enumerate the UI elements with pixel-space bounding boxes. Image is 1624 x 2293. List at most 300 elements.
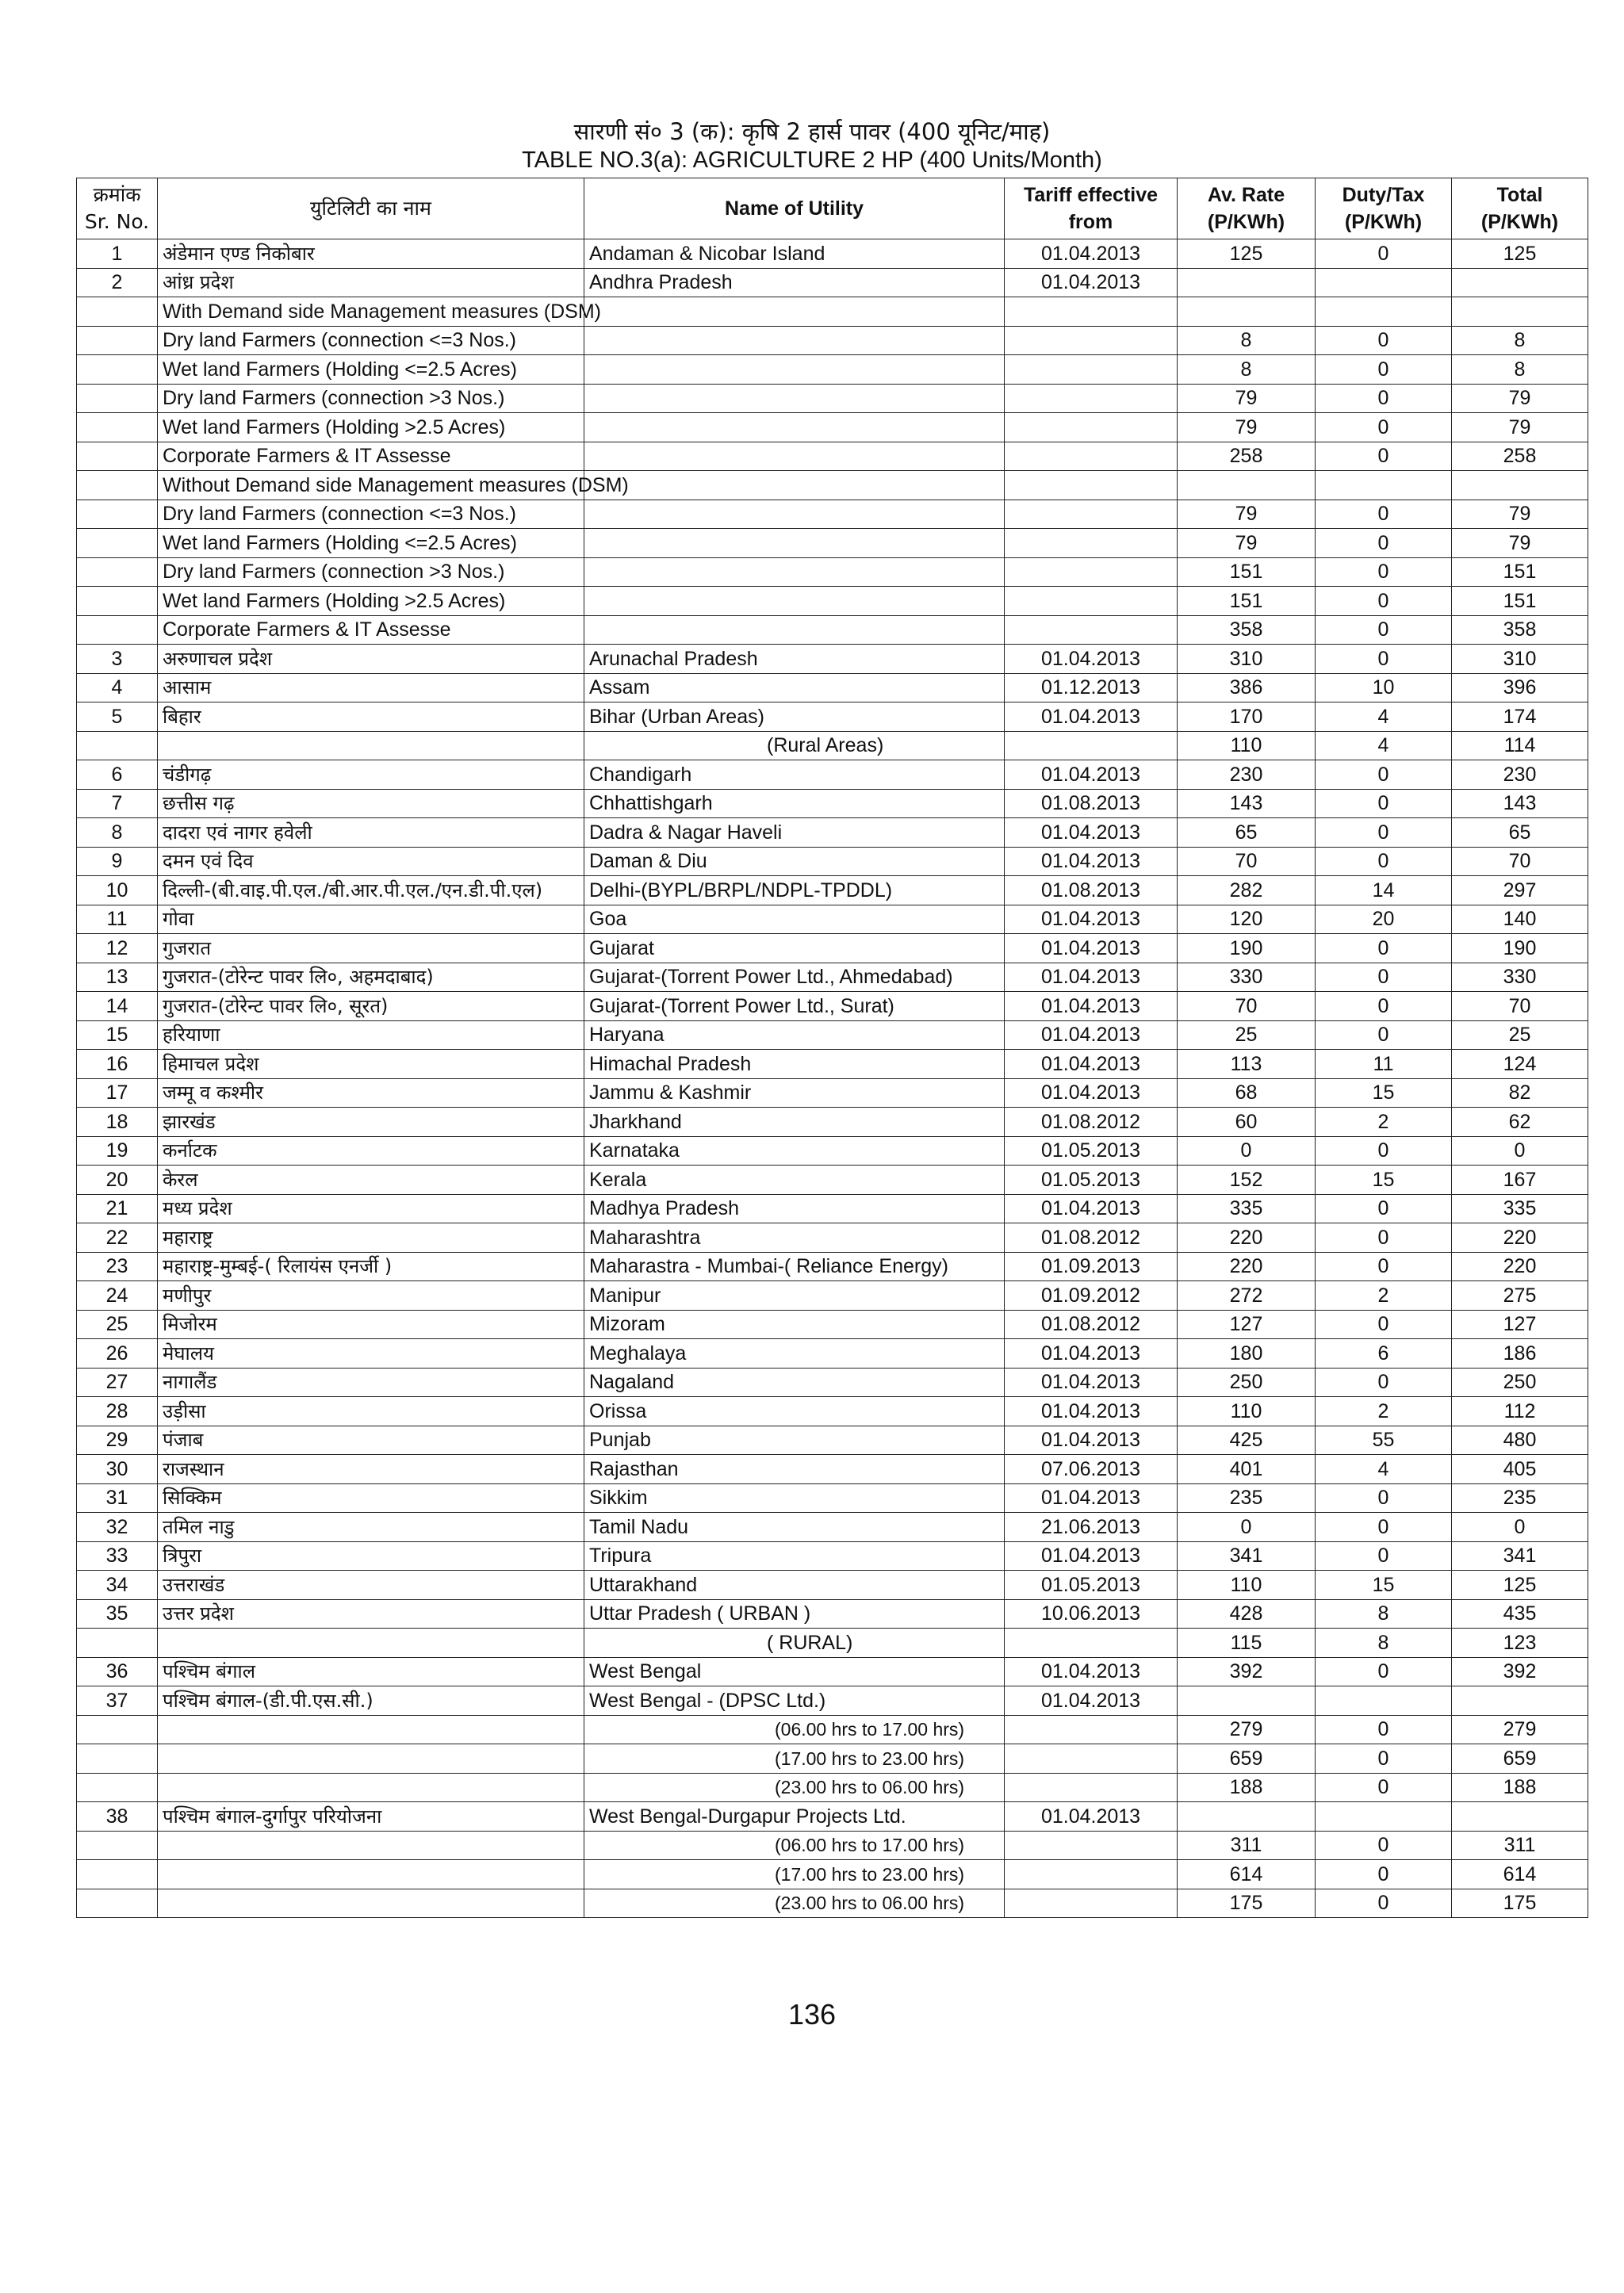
table-row — [77, 1368, 1588, 1397]
cell-utility-hindi: पश्चिम बंगाल-दुर्गापुर परियोजना — [158, 1802, 584, 1832]
cell-utility-english — [584, 500, 1005, 529]
cell-utility-hindi: गुजरात — [158, 934, 584, 963]
table-row — [77, 1310, 1588, 1339]
table-row — [77, 1629, 1588, 1658]
cell-tariff-date: 01.04.2013 — [1005, 645, 1178, 674]
cell-sr-no: 21 — [77, 1194, 158, 1223]
cell-utility-english: Assam — [584, 673, 1005, 702]
cell-utility-english: Meghalaya — [584, 1339, 1005, 1369]
cell-duty-tax: 0 — [1316, 1657, 1452, 1686]
col-header-av-rate: Av. Rate (P/KWh) — [1178, 178, 1316, 239]
cell-tariff-date — [1005, 731, 1178, 760]
cell-av-rate: 190 — [1178, 934, 1316, 963]
table-row — [77, 1657, 1588, 1686]
cell-utility-hindi: दमन एवं दिव — [158, 847, 584, 876]
cell-tariff-date: 01.05.2013 — [1005, 1571, 1178, 1600]
cell-tariff-date: 01.04.2013 — [1005, 1802, 1178, 1832]
cell-total: 614 — [1452, 1860, 1588, 1889]
cell-av-rate: 401 — [1178, 1455, 1316, 1484]
table-row — [77, 1108, 1588, 1137]
cell-tariff-date: 01.04.2013 — [1005, 905, 1178, 934]
cell-utility-hindi: With Demand side Management measures (DSM) — [158, 297, 584, 327]
table-row — [77, 1686, 1588, 1716]
table-row — [77, 963, 1588, 992]
cell-sr-no — [77, 557, 158, 587]
cell-total: 0 — [1452, 1513, 1588, 1542]
table-row — [77, 326, 1588, 355]
cell-tariff-date — [1005, 1715, 1178, 1744]
cell-utility-english: Daman & Diu — [584, 847, 1005, 876]
cell-utility-hindi — [158, 1889, 584, 1918]
cell-total: 335 — [1452, 1194, 1588, 1223]
cell-av-rate: 65 — [1178, 818, 1316, 848]
cell-duty-tax: 0 — [1316, 789, 1452, 818]
table-row — [77, 1802, 1588, 1832]
cell-sr-no — [77, 1860, 158, 1889]
cell-tariff-date — [1005, 1629, 1178, 1658]
cell-tariff-date — [1005, 384, 1178, 413]
cell-duty-tax: 8 — [1316, 1629, 1452, 1658]
cell-av-rate: 127 — [1178, 1310, 1316, 1339]
cell-duty-tax: 0 — [1316, 1136, 1452, 1166]
cell-av-rate: 279 — [1178, 1715, 1316, 1744]
cell-tariff-date: 01.04.2013 — [1005, 1339, 1178, 1369]
cell-sr-no — [77, 1629, 158, 1658]
cell-total — [1452, 1802, 1588, 1832]
cell-utility-hindi: गोवा — [158, 905, 584, 934]
cell-tariff-date: 01.04.2013 — [1005, 239, 1178, 269]
cell-av-rate: 115 — [1178, 1629, 1316, 1658]
cell-tariff-date: 01.04.2013 — [1005, 934, 1178, 963]
cell-av-rate: 614 — [1178, 1860, 1316, 1889]
cell-sr-no: 10 — [77, 876, 158, 905]
cell-utility-hindi: महाराष्ट्र-मुम्बई-( रिलायंस एनर्जी ) — [158, 1252, 584, 1281]
cell-tariff-date: 01.08.2012 — [1005, 1223, 1178, 1253]
cell-utility-english: Bihar (Urban Areas) — [584, 702, 1005, 732]
table-row — [77, 297, 1588, 327]
cell-av-rate: 110 — [1178, 731, 1316, 760]
cell-tariff-date: 01.04.2013 — [1005, 268, 1178, 297]
cell-utility-english — [584, 297, 1005, 327]
table-row — [77, 529, 1588, 558]
cell-duty-tax: 15 — [1316, 1166, 1452, 1195]
cell-tariff-date: 07.06.2013 — [1005, 1455, 1178, 1484]
cell-total: 297 — [1452, 876, 1588, 905]
cell-sr-no — [77, 355, 158, 385]
cell-total: 114 — [1452, 731, 1588, 760]
cell-duty-tax: 0 — [1316, 992, 1452, 1021]
cell-utility-english: Chhattishgarh — [584, 789, 1005, 818]
cell-tariff-date: 01.04.2013 — [1005, 1050, 1178, 1079]
cell-utility-hindi: पश्चिम बंगाल-(डी.पी.एस.सी.) — [158, 1686, 584, 1716]
cell-av-rate: 70 — [1178, 847, 1316, 876]
cell-utility-english: Gujarat-(Torrent Power Ltd., Surat) — [584, 992, 1005, 1021]
cell-sr-no: 20 — [77, 1166, 158, 1195]
cell-duty-tax: 55 — [1316, 1426, 1452, 1455]
cell-duty-tax: 11 — [1316, 1050, 1452, 1079]
cell-sr-no — [77, 1831, 158, 1860]
cell-utility-hindi: Wet land Farmers (Holding >2.5 Acres) — [158, 413, 584, 442]
cell-utility-hindi — [158, 1744, 584, 1774]
cell-tariff-date: 01.08.2013 — [1005, 789, 1178, 818]
table-row — [77, 1223, 1588, 1253]
cell-utility-hindi: उड़ीसा — [158, 1397, 584, 1426]
table-row — [77, 557, 1588, 587]
cell-av-rate: 428 — [1178, 1599, 1316, 1629]
cell-utility-hindi: सिक्किम — [158, 1483, 584, 1513]
cell-tariff-date — [1005, 587, 1178, 616]
cell-utility-hindi — [158, 1831, 584, 1860]
cell-av-rate: 659 — [1178, 1744, 1316, 1774]
table-row — [77, 1050, 1588, 1079]
cell-utility-english — [584, 326, 1005, 355]
cell-sr-no — [77, 1715, 158, 1744]
cell-tariff-date — [1005, 557, 1178, 587]
cell-duty-tax: 0 — [1316, 1483, 1452, 1513]
cell-tariff-date: 01.04.2013 — [1005, 1686, 1178, 1716]
cell-total: 0 — [1452, 1136, 1588, 1166]
cell-utility-hindi: उत्तराखंड — [158, 1571, 584, 1600]
table-row — [77, 1020, 1588, 1050]
cell-total: 79 — [1452, 500, 1588, 529]
cell-tariff-date — [1005, 1744, 1178, 1774]
cell-av-rate: 180 — [1178, 1339, 1316, 1369]
cell-duty-tax: 4 — [1316, 702, 1452, 732]
cell-duty-tax: 0 — [1316, 1020, 1452, 1050]
cell-duty-tax: 20 — [1316, 905, 1452, 934]
table-row — [77, 384, 1588, 413]
cell-tariff-date — [1005, 355, 1178, 385]
cell-sr-no: 34 — [77, 1571, 158, 1600]
cell-duty-tax: 14 — [1316, 876, 1452, 905]
cell-total: 275 — [1452, 1281, 1588, 1311]
table-row — [77, 702, 1588, 732]
cell-total: 174 — [1452, 702, 1588, 732]
cell-tariff-date — [1005, 1831, 1178, 1860]
cell-utility-hindi: कर्नाटक — [158, 1136, 584, 1166]
cell-sr-no: 30 — [77, 1455, 158, 1484]
cell-total: 79 — [1452, 384, 1588, 413]
table-row — [77, 1513, 1588, 1542]
cell-utility-hindi: Dry land Farmers (connection >3 Nos.) — [158, 384, 584, 413]
cell-utility-hindi: बिहार — [158, 702, 584, 732]
table-row — [77, 471, 1588, 500]
table-title-hindi: सारणी सं० 3 (क): कृषि 2 हार्स पावर (400 यूनिट/माह) — [573, 118, 1051, 145]
cell-utility-hindi — [158, 1773, 584, 1802]
table-row — [77, 992, 1588, 1021]
cell-duty-tax: 0 — [1316, 529, 1452, 558]
cell-tariff-date: 01.04.2013 — [1005, 1397, 1178, 1426]
cell-total: 123 — [1452, 1629, 1588, 1658]
cell-utility-english: (23.00 hrs to 06.00 hrs) — [584, 1773, 1005, 1802]
cell-utility-hindi: मध्य प्रदेश — [158, 1194, 584, 1223]
cell-utility-hindi: Wet land Farmers (Holding <=2.5 Acres) — [158, 529, 584, 558]
cell-duty-tax: 0 — [1316, 1831, 1452, 1860]
cell-sr-no — [77, 297, 158, 327]
cell-utility-hindi: झारखंड — [158, 1108, 584, 1137]
cell-utility-hindi: आसाम — [158, 673, 584, 702]
cell-tariff-date — [1005, 413, 1178, 442]
cell-utility-english: Delhi-(BYPL/BRPL/NDPL-TPDDL) — [584, 876, 1005, 905]
cell-av-rate: 151 — [1178, 587, 1316, 616]
cell-tariff-date: 01.12.2013 — [1005, 673, 1178, 702]
cell-av-rate: 310 — [1178, 645, 1316, 674]
table-row — [77, 1426, 1588, 1455]
cell-tariff-date — [1005, 1773, 1178, 1802]
cell-utility-english — [584, 413, 1005, 442]
cell-av-rate: 79 — [1178, 500, 1316, 529]
cell-sr-no: 35 — [77, 1599, 158, 1629]
cell-duty-tax: 0 — [1316, 847, 1452, 876]
cell-duty-tax: 0 — [1316, 1541, 1452, 1571]
cell-tariff-date: 01.09.2012 — [1005, 1281, 1178, 1311]
cell-duty-tax: 0 — [1316, 442, 1452, 471]
cell-duty-tax: 0 — [1316, 615, 1452, 645]
cell-duty-tax: 0 — [1316, 413, 1452, 442]
cell-tariff-date — [1005, 326, 1178, 355]
cell-total: 188 — [1452, 1773, 1588, 1802]
cell-total: 190 — [1452, 934, 1588, 963]
cell-sr-no — [77, 471, 158, 500]
cell-utility-english: Orissa — [584, 1397, 1005, 1426]
cell-utility-hindi: जम्मू व कश्मीर — [158, 1078, 584, 1108]
cell-tariff-date: 01.04.2013 — [1005, 847, 1178, 876]
cell-total: 258 — [1452, 442, 1588, 471]
table-row — [77, 1455, 1588, 1484]
cell-av-rate — [1178, 268, 1316, 297]
cell-tariff-date: 01.04.2013 — [1005, 1078, 1178, 1108]
cell-tariff-date: 01.08.2013 — [1005, 876, 1178, 905]
cell-av-rate: 113 — [1178, 1050, 1316, 1079]
table-row — [77, 1599, 1588, 1629]
cell-sr-no — [77, 442, 158, 471]
cell-total: 392 — [1452, 1657, 1588, 1686]
page-number: 136 — [787, 1998, 837, 2031]
cell-total: 140 — [1452, 905, 1588, 934]
cell-av-rate: 175 — [1178, 1889, 1316, 1918]
cell-tariff-date — [1005, 615, 1178, 645]
cell-total: 151 — [1452, 557, 1588, 587]
cell-duty-tax: 0 — [1316, 963, 1452, 992]
cell-tariff-date — [1005, 500, 1178, 529]
cell-av-rate: 358 — [1178, 615, 1316, 645]
cell-duty-tax — [1316, 297, 1452, 327]
cell-utility-hindi: नागालैंड — [158, 1368, 584, 1397]
table-row — [77, 442, 1588, 471]
cell-sr-no: 31 — [77, 1483, 158, 1513]
table-row — [77, 645, 1588, 674]
cell-duty-tax: 0 — [1316, 587, 1452, 616]
cell-av-rate: 68 — [1178, 1078, 1316, 1108]
cell-duty-tax: 6 — [1316, 1339, 1452, 1369]
cell-utility-english: Himachal Pradesh — [584, 1050, 1005, 1079]
cell-total: 124 — [1452, 1050, 1588, 1079]
cell-sr-no: 12 — [77, 934, 158, 963]
cell-av-rate: 151 — [1178, 557, 1316, 587]
cell-utility-hindi: दिल्ली-(बी.वाइ.पी.एल./बी.आर.पी.एल./एन.डी.पी.एल) — [158, 876, 584, 905]
cell-av-rate: 220 — [1178, 1252, 1316, 1281]
cell-duty-tax: 10 — [1316, 673, 1452, 702]
cell-utility-hindi: Dry land Farmers (connection <=3 Nos.) — [158, 500, 584, 529]
cell-utility-hindi: छत्तीस गढ़ — [158, 789, 584, 818]
cell-tariff-date: 01.04.2013 — [1005, 1541, 1178, 1571]
cell-utility-english: (23.00 hrs to 06.00 hrs) — [584, 1889, 1005, 1918]
cell-duty-tax: 0 — [1316, 1773, 1452, 1802]
cell-av-rate: 220 — [1178, 1223, 1316, 1253]
cell-av-rate: 8 — [1178, 355, 1316, 385]
cell-sr-no: 37 — [77, 1686, 158, 1716]
cell-av-rate: 188 — [1178, 1773, 1316, 1802]
cell-utility-english: West Bengal-Durgapur Projects Ltd. — [584, 1802, 1005, 1832]
cell-av-rate: 272 — [1178, 1281, 1316, 1311]
cell-tariff-date — [1005, 471, 1178, 500]
cell-av-rate — [1178, 297, 1316, 327]
cell-duty-tax: 0 — [1316, 384, 1452, 413]
cell-utility-english: Dadra & Nagar Haveli — [584, 818, 1005, 848]
cell-total — [1452, 471, 1588, 500]
table-row — [77, 876, 1588, 905]
cell-utility-hindi — [158, 1629, 584, 1658]
cell-utility-english — [584, 529, 1005, 558]
table-row — [77, 789, 1588, 818]
col-header-sr-no: क्रमांक Sr. No. — [77, 178, 158, 239]
col-header-utility-english: Name of Utility — [584, 178, 1005, 239]
cell-utility-hindi — [158, 1860, 584, 1889]
cell-total: 8 — [1452, 355, 1588, 385]
cell-av-rate: 25 — [1178, 1020, 1316, 1050]
cell-total: 125 — [1452, 1571, 1588, 1600]
cell-av-rate: 0 — [1178, 1136, 1316, 1166]
cell-sr-no: 7 — [77, 789, 158, 818]
cell-tariff-date: 01.08.2012 — [1005, 1310, 1178, 1339]
cell-duty-tax — [1316, 1686, 1452, 1716]
cell-utility-english: Maharastra - Mumbai-( Reliance Energy) — [584, 1252, 1005, 1281]
cell-duty-tax: 8 — [1316, 1599, 1452, 1629]
cell-total — [1452, 1686, 1588, 1716]
cell-duty-tax: 15 — [1316, 1571, 1452, 1600]
cell-tariff-date: 01.04.2013 — [1005, 992, 1178, 1021]
cell-sr-no — [77, 529, 158, 558]
cell-tariff-date: 10.06.2013 — [1005, 1599, 1178, 1629]
cell-utility-hindi: पंजाब — [158, 1426, 584, 1455]
table-row — [77, 731, 1588, 760]
cell-av-rate: 335 — [1178, 1194, 1316, 1223]
cell-duty-tax: 4 — [1316, 731, 1452, 760]
cell-utility-hindi: मेघालय — [158, 1339, 584, 1369]
cell-total: 79 — [1452, 529, 1588, 558]
cell-tariff-date — [1005, 1860, 1178, 1889]
cell-duty-tax: 0 — [1316, 645, 1452, 674]
cell-tariff-date: 01.04.2013 — [1005, 702, 1178, 732]
cell-utility-hindi: गुजरात-(टोरेन्ट पावर लि०, सूरत) — [158, 992, 584, 1021]
cell-utility-english: Sikkim — [584, 1483, 1005, 1513]
cell-total: 230 — [1452, 760, 1588, 790]
cell-duty-tax: 2 — [1316, 1281, 1452, 1311]
cell-duty-tax: 0 — [1316, 818, 1452, 848]
cell-sr-no: 5 — [77, 702, 158, 732]
cell-utility-hindi: हिमाचल प्रदेश — [158, 1050, 584, 1079]
cell-duty-tax: 4 — [1316, 1455, 1452, 1484]
cell-tariff-date: 01.09.2013 — [1005, 1252, 1178, 1281]
cell-sr-no — [77, 500, 158, 529]
cell-sr-no — [77, 384, 158, 413]
cell-sr-no: 33 — [77, 1541, 158, 1571]
table-row — [77, 1194, 1588, 1223]
cell-utility-english: Karnataka — [584, 1136, 1005, 1166]
cell-av-rate: 110 — [1178, 1397, 1316, 1426]
cell-total: 25 — [1452, 1020, 1588, 1050]
cell-duty-tax: 0 — [1316, 1860, 1452, 1889]
cell-duty-tax: 0 — [1316, 1252, 1452, 1281]
cell-total: 220 — [1452, 1252, 1588, 1281]
cell-utility-english: Andaman & Nicobar Island — [584, 239, 1005, 269]
cell-sr-no: 22 — [77, 1223, 158, 1253]
cell-av-rate: 0 — [1178, 1513, 1316, 1542]
cell-av-rate — [1178, 1802, 1316, 1832]
cell-tariff-date: 01.04.2013 — [1005, 818, 1178, 848]
cell-sr-no: 6 — [77, 760, 158, 790]
cell-duty-tax: 0 — [1316, 326, 1452, 355]
cell-sr-no: 26 — [77, 1339, 158, 1369]
cell-utility-english: (06.00 hrs to 17.00 hrs) — [584, 1831, 1005, 1860]
cell-utility-english: Punjab — [584, 1426, 1005, 1455]
cell-utility-english: Gujarat — [584, 934, 1005, 963]
cell-duty-tax: 0 — [1316, 1194, 1452, 1223]
cell-utility-english: (17.00 hrs to 23.00 hrs) — [584, 1744, 1005, 1774]
cell-sr-no: 27 — [77, 1368, 158, 1397]
cell-sr-no: 24 — [77, 1281, 158, 1311]
cell-utility-english: (Rural Areas) — [584, 731, 1005, 760]
cell-total: 330 — [1452, 963, 1588, 992]
cell-av-rate: 330 — [1178, 963, 1316, 992]
cell-utility-english: (17.00 hrs to 23.00 hrs) — [584, 1860, 1005, 1889]
cell-total: 341 — [1452, 1541, 1588, 1571]
col-header-duty-tax: Duty/Tax (P/KWh) — [1316, 178, 1452, 239]
cell-sr-no: 9 — [77, 847, 158, 876]
cell-utility-english: Kerala — [584, 1166, 1005, 1195]
cell-duty-tax: 2 — [1316, 1397, 1452, 1426]
cell-utility-english: Tamil Nadu — [584, 1513, 1005, 1542]
cell-utility-hindi: मिजोरम — [158, 1310, 584, 1339]
table-row — [77, 355, 1588, 385]
cell-sr-no: 16 — [77, 1050, 158, 1079]
cell-sr-no: 17 — [77, 1078, 158, 1108]
cell-av-rate: 235 — [1178, 1483, 1316, 1513]
cell-sr-no — [77, 731, 158, 760]
cell-total — [1452, 268, 1588, 297]
cell-utility-english: Gujarat-(Torrent Power Ltd., Ahmedabad) — [584, 963, 1005, 992]
cell-duty-tax: 15 — [1316, 1078, 1452, 1108]
table-row — [77, 1744, 1588, 1774]
cell-tariff-date: 01.04.2013 — [1005, 760, 1178, 790]
cell-duty-tax: 0 — [1316, 557, 1452, 587]
cell-utility-hindi: पश्चिम बंगाल — [158, 1657, 584, 1686]
col-header-tariff-effective: Tariff effective from — [1005, 178, 1178, 239]
cell-total: 70 — [1452, 992, 1588, 1021]
cell-sr-no: 28 — [77, 1397, 158, 1426]
cell-duty-tax: 0 — [1316, 1223, 1452, 1253]
table-row — [77, 818, 1588, 848]
table-header-row — [77, 178, 1588, 239]
cell-tariff-date: 01.04.2013 — [1005, 1483, 1178, 1513]
cell-sr-no: 32 — [77, 1513, 158, 1542]
table-row — [77, 1281, 1588, 1311]
cell-utility-english: Andhra Pradesh — [584, 268, 1005, 297]
cell-av-rate: 79 — [1178, 384, 1316, 413]
cell-utility-hindi: Corporate Farmers & IT Assesse — [158, 615, 584, 645]
cell-sr-no — [77, 326, 158, 355]
cell-av-rate: 152 — [1178, 1166, 1316, 1195]
